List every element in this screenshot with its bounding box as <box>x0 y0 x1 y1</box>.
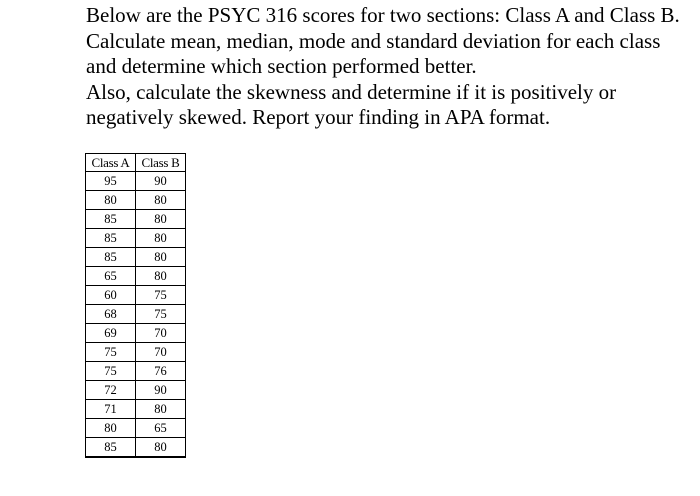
prompt-paragraph-skewness: Also, calculate the skewness and determine if it is positively or negatively skewed. Report your finding in APA format. <box>86 79 617 129</box>
prompt-paragraph-calculate: Calculate mean, median, mode and standard deviation for each class and determine which section performed better. <box>86 28 661 78</box>
table-row <box>86 210 186 229</box>
class-b-score: 80 <box>136 191 186 210</box>
table-row <box>86 419 186 438</box>
class-b-score: 65 <box>136 419 186 438</box>
table-row <box>86 172 186 191</box>
class-b-score: 80 <box>136 267 186 286</box>
header-class-a: Class A <box>86 154 136 172</box>
header-class-b: Class B <box>136 154 186 172</box>
class-a-score: 80 <box>86 419 136 438</box>
class-a-score: 85 <box>86 438 136 458</box>
prompt-paragraph-intro: Below are the PSYC 316 scores for two sections: Class A and Class B. <box>86 3 680 27</box>
class-b-score: 75 <box>136 305 186 324</box>
class-a-score: 60 <box>86 286 136 305</box>
class-a-score: 75 <box>86 343 136 362</box>
assignment-prompt <box>86 3 686 131</box>
class-b-score: 70 <box>136 324 186 343</box>
class-a-score: 72 <box>86 381 136 400</box>
class-b-score: 90 <box>136 172 186 191</box>
class-b-score: 80 <box>136 229 186 248</box>
class-b-score: 75 <box>136 286 186 305</box>
table-row <box>86 438 186 458</box>
scores-table <box>85 153 186 458</box>
table-row <box>86 362 186 381</box>
class-a-score: 75 <box>86 362 136 381</box>
table-row <box>86 267 186 286</box>
table-row <box>86 381 186 400</box>
class-b-score: 80 <box>136 438 186 458</box>
class-a-score: 85 <box>86 229 136 248</box>
class-a-score: 95 <box>86 172 136 191</box>
class-b-score: 90 <box>136 381 186 400</box>
class-a-score: 69 <box>86 324 136 343</box>
table-row <box>86 191 186 210</box>
table-row <box>86 343 186 362</box>
class-b-score: 80 <box>136 210 186 229</box>
class-a-score: 80 <box>86 191 136 210</box>
table-header-row <box>86 154 186 172</box>
table-row <box>86 248 186 267</box>
class-b-score: 80 <box>136 248 186 267</box>
class-b-score: 76 <box>136 362 186 381</box>
class-a-score: 65 <box>86 267 136 286</box>
table-row <box>86 400 186 419</box>
class-a-score: 85 <box>86 248 136 267</box>
class-a-score: 71 <box>86 400 136 419</box>
class-b-score: 70 <box>136 343 186 362</box>
table-row <box>86 229 186 248</box>
table-row <box>86 324 186 343</box>
class-b-score: 80 <box>136 400 186 419</box>
class-a-score: 68 <box>86 305 136 324</box>
table-row <box>86 286 186 305</box>
table-row <box>86 305 186 324</box>
class-a-score: 85 <box>86 210 136 229</box>
